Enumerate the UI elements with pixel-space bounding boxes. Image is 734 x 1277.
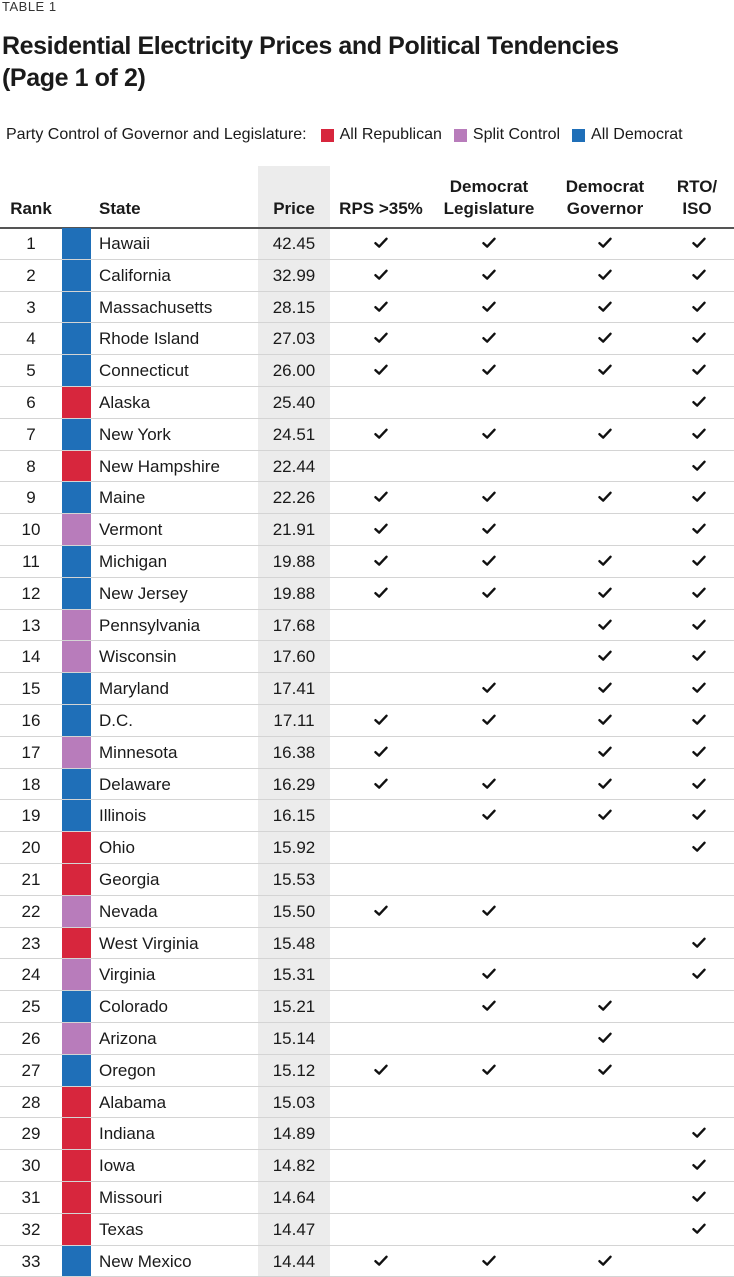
price-cell: 28.15 [272, 297, 316, 317]
price-cell: 15.31 [272, 965, 316, 985]
rank-cell: 6 [26, 392, 36, 412]
party-swatch [62, 546, 91, 577]
table-row [0, 832, 734, 864]
state-cell: D.C. [99, 710, 133, 730]
rto-check-icon [689, 646, 709, 666]
price-cell: 15.12 [272, 1060, 316, 1080]
legend-caption: Party Control of Governor and Legislature: [6, 126, 307, 143]
party-swatch [62, 292, 91, 323]
price-cell: 17.68 [272, 615, 316, 635]
governor-check-icon [595, 678, 615, 698]
table-row [0, 578, 734, 610]
governor-check-icon [595, 615, 615, 635]
rank-cell: 4 [26, 329, 36, 349]
state-cell: New Hampshire [99, 456, 220, 476]
price-cell: 21.91 [272, 520, 316, 540]
table-row [0, 1023, 734, 1055]
party-swatch [62, 323, 91, 354]
governor-check-icon [595, 583, 615, 603]
state-cell: Delaware [99, 774, 171, 794]
rank-cell: 20 [21, 838, 41, 858]
legislature-check-icon [479, 901, 499, 921]
state-cell: Michigan [99, 551, 168, 571]
rank-cell: 13 [21, 615, 41, 635]
legend-label: Split Control [472, 126, 561, 143]
state-cell: Minnesota [99, 742, 178, 762]
party-swatch [62, 514, 91, 545]
legislature-check-icon [479, 487, 499, 507]
legend-item-republican [321, 126, 442, 144]
table-row [0, 864, 734, 896]
legislature-check-icon [479, 360, 499, 380]
governor-check-icon [595, 805, 615, 825]
governor-check-icon [595, 1251, 615, 1271]
header-democrat-governor [552, 176, 658, 220]
legislature-check-icon [479, 964, 499, 984]
governor-check-icon [595, 265, 615, 285]
state-cell: Alabama [99, 1092, 167, 1112]
party-swatch [62, 800, 91, 831]
party-swatch [62, 451, 91, 482]
table-row [0, 482, 734, 514]
state-cell: Wisconsin [99, 647, 177, 667]
legislature-check-icon [479, 551, 499, 571]
rps-check-icon [371, 1251, 391, 1271]
governor-check-icon [595, 360, 615, 380]
legislature-check-icon [479, 424, 499, 444]
rto-check-icon [689, 456, 709, 476]
price-cell: 27.03 [272, 329, 316, 349]
state-cell: West Virginia [99, 933, 199, 953]
party-swatch [62, 896, 91, 927]
state-cell: New York [99, 424, 171, 444]
price-cell: 15.03 [272, 1092, 316, 1112]
party-swatch [62, 1150, 91, 1181]
rank-cell: 12 [21, 583, 41, 603]
party-swatch [62, 228, 91, 259]
legend-item-democrat [572, 126, 683, 144]
state-cell: Oregon [99, 1060, 156, 1080]
rto-check-icon [689, 710, 709, 730]
table-row [0, 1150, 734, 1182]
title-line-1: Residential Electricity Prices and Political Tendencies [2, 32, 619, 60]
rank-cell: 10 [21, 520, 41, 540]
governor-check-icon [595, 1028, 615, 1048]
table-row [0, 228, 734, 260]
rto-check-icon [689, 328, 709, 348]
price-cell: 15.14 [272, 1028, 316, 1048]
rto-check-icon [689, 583, 709, 603]
price-cell: 17.41 [272, 679, 316, 699]
table-row [0, 355, 734, 387]
rank-cell: 26 [21, 1028, 41, 1048]
rps-check-icon [371, 233, 391, 253]
party-swatch [62, 1118, 91, 1149]
party-swatch [62, 832, 91, 863]
split-swatch [454, 129, 467, 142]
table-row [0, 387, 734, 419]
rank-cell: 14 [21, 647, 41, 667]
party-swatch [62, 260, 91, 291]
state-cell: Iowa [99, 1156, 135, 1176]
header-line: Legislature [443, 199, 535, 218]
party-swatch [62, 1055, 91, 1086]
header-line: Democrat [449, 177, 529, 196]
table-row [0, 514, 734, 546]
rto-check-icon [689, 519, 709, 539]
legend-label: All Democrat [591, 126, 683, 143]
rto-check-icon [689, 297, 709, 317]
state-cell: Nevada [99, 901, 158, 921]
legislature-check-icon [479, 297, 499, 317]
legislature-check-icon [479, 996, 499, 1016]
rto-check-icon [689, 933, 709, 953]
price-cell: 14.64 [272, 1187, 316, 1207]
state-cell: Pennsylvania [99, 615, 201, 635]
rps-check-icon [371, 487, 391, 507]
party-swatch [62, 769, 91, 800]
rto-check-icon [689, 424, 709, 444]
state-cell: Vermont [99, 520, 163, 540]
header-price: Price [273, 199, 315, 218]
state-cell: Colorado [99, 997, 168, 1017]
state-cell: Hawaii [99, 234, 151, 253]
rank-cell: 1 [26, 234, 36, 253]
price-cell: 16.15 [272, 806, 316, 826]
legislature-check-icon [479, 519, 499, 539]
table-row [0, 1055, 734, 1087]
rto-check-icon [689, 742, 709, 762]
governor-check-icon [595, 424, 615, 444]
party-swatch [62, 355, 91, 386]
state-cell: Massachusetts [99, 297, 213, 317]
party-swatch [62, 1182, 91, 1213]
price-cell: 15.50 [272, 901, 316, 921]
rank-cell: 5 [26, 361, 36, 381]
rank-cell: 28 [21, 1092, 41, 1112]
price-cell: 19.88 [272, 583, 316, 603]
rank-cell: 3 [26, 297, 36, 317]
party-swatch [62, 928, 91, 959]
governor-check-icon [595, 710, 615, 730]
price-cell: 42.45 [272, 234, 316, 253]
rto-check-icon [689, 360, 709, 380]
title-line-2: (Page 1 of 2) [2, 64, 146, 92]
legislature-check-icon [479, 233, 499, 253]
rps-check-icon [371, 328, 391, 348]
rto-check-icon [689, 1155, 709, 1175]
governor-check-icon [595, 996, 615, 1016]
rank-cell: 32 [21, 1219, 41, 1239]
legislature-check-icon [479, 774, 499, 794]
rank-cell: 15 [21, 679, 41, 699]
table-row [0, 1182, 734, 1214]
state-cell: Missouri [99, 1187, 163, 1207]
party-swatch [62, 959, 91, 990]
rank-cell: 17 [21, 742, 41, 762]
table-row [0, 705, 734, 737]
price-cell: 17.11 [273, 710, 315, 730]
rto-check-icon [689, 678, 709, 698]
table-row [0, 419, 734, 451]
state-cell: Maryland [99, 679, 169, 699]
state-cell: Maine [99, 488, 146, 508]
legislature-check-icon [479, 1060, 499, 1080]
state-cell: Alaska [99, 392, 151, 412]
header-line: ISO [682, 199, 712, 218]
price-cell: 14.89 [272, 1124, 316, 1144]
price-cell: 16.29 [272, 774, 316, 794]
party-swatch [62, 1023, 91, 1054]
table-row [0, 959, 734, 991]
rps-check-icon [371, 551, 391, 571]
rank-cell: 29 [21, 1124, 41, 1144]
legend-item-split [454, 126, 560, 144]
rank-cell: 24 [21, 965, 41, 985]
price-cell: 22.26 [272, 488, 316, 508]
rank-cell: 33 [21, 1251, 41, 1271]
rto-check-icon [689, 392, 709, 412]
rank-cell: 18 [21, 774, 41, 794]
table-row [0, 673, 734, 705]
party-swatch [62, 482, 91, 513]
table-row [0, 1246, 734, 1277]
rank-cell: 23 [21, 933, 41, 953]
party-swatch [62, 1214, 91, 1245]
rps-check-icon [371, 742, 391, 762]
table-row [0, 991, 734, 1023]
price-cell: 15.92 [272, 838, 316, 858]
legislature-check-icon [479, 1251, 499, 1271]
party-swatch [62, 387, 91, 418]
party-swatch [62, 1246, 91, 1277]
rps-check-icon [371, 583, 391, 603]
rto-check-icon [689, 1123, 709, 1143]
party-swatch [62, 641, 91, 672]
header-state: State [99, 199, 141, 218]
table-row [0, 1118, 734, 1150]
table-row [0, 737, 734, 769]
price-cell: 15.53 [272, 869, 316, 889]
rank-cell: 27 [21, 1060, 41, 1080]
rto-check-icon [689, 837, 709, 857]
price-cell: 14.82 [272, 1156, 316, 1176]
state-cell: New Mexico [99, 1251, 192, 1271]
governor-check-icon [595, 551, 615, 571]
price-cell: 22.44 [272, 456, 316, 476]
rank-cell: 9 [26, 488, 36, 508]
rto-check-icon [689, 964, 709, 984]
table-row [0, 451, 734, 483]
header-rto-iso [664, 176, 730, 220]
table-row [0, 610, 734, 642]
governor-check-icon [595, 328, 615, 348]
rps-check-icon [371, 265, 391, 285]
party-swatch [62, 610, 91, 641]
price-cell: 32.99 [272, 265, 316, 285]
price-cell: 14.47 [272, 1219, 316, 1239]
price-cell: 16.38 [272, 742, 316, 762]
header-democrat-legislature [432, 176, 546, 220]
price-cell: 17.60 [272, 647, 316, 667]
table-label: TABLE 1 [2, 0, 57, 14]
header-line: Governor [566, 199, 644, 218]
rto-check-icon [689, 1187, 709, 1207]
party-swatch [62, 419, 91, 450]
state-cell: Connecticut [99, 361, 189, 381]
price-cell: 24.51 [272, 424, 316, 444]
rto-check-icon [689, 233, 709, 253]
state-cell: Georgia [99, 869, 160, 889]
rank-cell: 25 [21, 997, 41, 1017]
price-cell: 14.44 [272, 1251, 316, 1271]
governor-check-icon [595, 233, 615, 253]
party-swatch [62, 578, 91, 609]
legislature-check-icon [479, 328, 499, 348]
rank-cell: 8 [26, 456, 36, 476]
rank-cell: 21 [21, 869, 41, 889]
header-line: Democrat [565, 177, 645, 196]
rto-check-icon [689, 805, 709, 825]
rank-cell: 31 [21, 1187, 41, 1207]
header-rps: RPS >35% [339, 199, 423, 218]
democrat-swatch [572, 129, 585, 142]
legislature-check-icon [479, 265, 499, 285]
rps-check-icon [371, 1060, 391, 1080]
state-cell: New Jersey [99, 583, 188, 603]
party-swatch [62, 991, 91, 1022]
rank-cell: 30 [21, 1156, 41, 1176]
legend-label: All Republican [339, 126, 442, 143]
price-cell: 15.21 [272, 997, 316, 1017]
rto-check-icon [689, 1219, 709, 1239]
party-swatch [62, 705, 91, 736]
rank-cell: 2 [26, 265, 36, 285]
table-row [0, 769, 734, 801]
table-row [0, 323, 734, 355]
table-row [0, 896, 734, 928]
price-cell: 26.00 [272, 361, 316, 381]
rto-check-icon [689, 774, 709, 794]
header-line: RTO/ [676, 177, 718, 196]
rps-check-icon [371, 297, 391, 317]
party-swatch [62, 864, 91, 895]
governor-check-icon [595, 646, 615, 666]
governor-check-icon [595, 487, 615, 507]
rank-cell: 7 [26, 424, 36, 444]
rps-check-icon [371, 519, 391, 539]
rps-check-icon [371, 710, 391, 730]
rps-check-icon [371, 424, 391, 444]
rto-check-icon [689, 265, 709, 285]
legislature-check-icon [479, 710, 499, 730]
party-swatch [62, 1087, 91, 1118]
table-row [0, 928, 734, 960]
state-cell: Ohio [99, 838, 135, 858]
party-swatch [62, 673, 91, 704]
price-cell: 15.48 [272, 933, 316, 953]
legislature-check-icon [479, 805, 499, 825]
table-body [0, 228, 734, 1277]
republican-swatch [321, 129, 334, 142]
table-row [0, 1214, 734, 1246]
legislature-check-icon [479, 678, 499, 698]
governor-check-icon [595, 774, 615, 794]
price-cell: 25.40 [272, 392, 316, 412]
state-cell: Indiana [99, 1124, 155, 1144]
table-row [0, 641, 734, 673]
state-cell: Arizona [99, 1028, 157, 1048]
page-title [2, 30, 619, 94]
rps-check-icon [371, 774, 391, 794]
party-legend [6, 126, 683, 144]
table-row [0, 1087, 734, 1119]
state-cell: Texas [99, 1219, 144, 1239]
state-cell: California [99, 265, 171, 285]
legislature-check-icon [479, 583, 499, 603]
rank-cell: 16 [21, 710, 41, 730]
governor-check-icon [595, 297, 615, 317]
table-row [0, 800, 734, 832]
governor-check-icon [595, 742, 615, 762]
party-swatch [62, 737, 91, 768]
rto-check-icon [689, 615, 709, 635]
rank-cell: 11 [22, 551, 40, 571]
price-cell: 19.88 [272, 551, 316, 571]
state-cell: Virginia [99, 965, 156, 985]
rto-check-icon [689, 551, 709, 571]
governor-check-icon [595, 1060, 615, 1080]
rps-check-icon [371, 360, 391, 380]
table-row [0, 260, 734, 292]
rank-cell: 22 [21, 901, 41, 921]
table-row [0, 292, 734, 324]
state-cell: Illinois [99, 806, 147, 826]
rps-check-icon [371, 901, 391, 921]
header-rank: Rank [10, 199, 52, 218]
state-cell: Rhode Island [99, 329, 200, 349]
table-row [0, 546, 734, 578]
rto-check-icon [689, 487, 709, 507]
rank-cell: 19 [21, 806, 41, 826]
